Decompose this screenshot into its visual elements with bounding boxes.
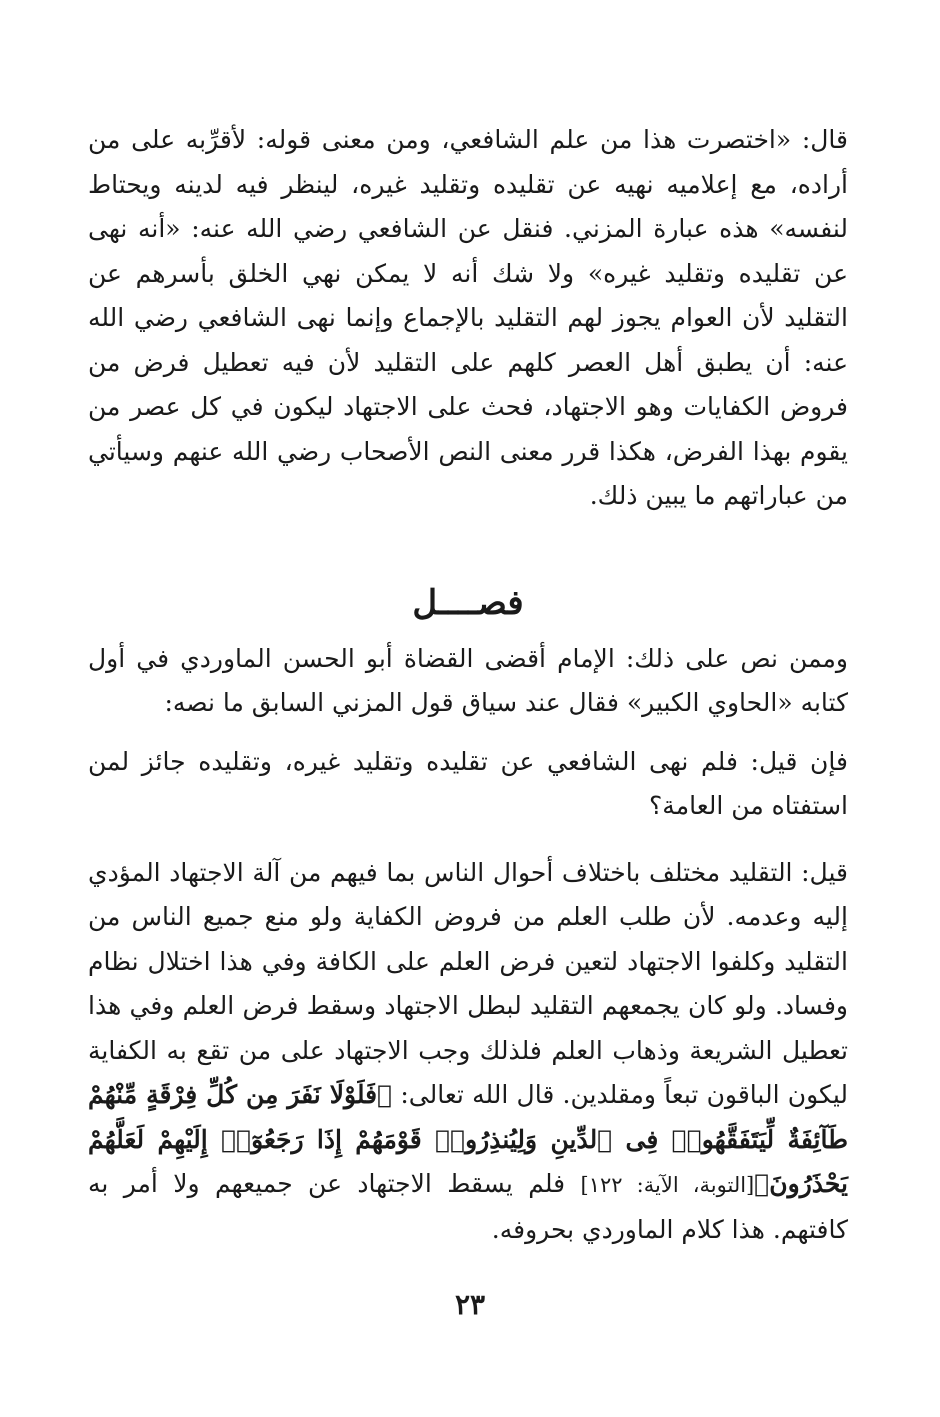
- paragraph-shafii-quote: قال: «اختصرت هذا من علم الشافعي، ومن معنى قوله: لأقرِّبه على من أراده، مع إعلاميه نهيه عن تقليده وتقليد غيره، لينظر فيه لدينه ويحتاط لنفسه» هذه عبارة المزني. فنقل عن الشافعي رضي الله عنه: «أنه نهى عن تقليده وتقليد غيره» ولا شك أنه لا يمكن نهي الخلق بأسرهم عن التقليد لأن العوام يجوز لهم التقليد بالإجماع وإنما نهى الشافعي رضي الله عنه: أن يطبق أهل العصر كلهم على التقليد لأن فيه تعطيل فرض من فروض الكفايات وهو الاجتهاد، فحث على الاجتهاد ليكون في كل عصر من يقوم بهذا الفرض، هكذا قرر معنى النص الأصحاب رضي الله عنهم وسيأتي من عباراتهم ما يبين ذلك.: [88, 125, 848, 510]
- answer-text-end: فلم يسقط الاجتهاد عن جميعهم ولا أمر به كافتهم. هذا كلام الماوردي بحروفه.: [88, 1169, 848, 1244]
- quran-verse: ﴿فَلَوْلَا نَفَرَ مِن كُلِّ فِرْقَةٍ مِّنْهُمْ طَآئِفَةٌ لِّيَتَفَقَّهُوا۟ فِى ٱلدِّينِ وَلِيُنذِرُوا۟ قَوْمَهُمْ إِذَا رَجَعُوٓا۟ إِلَيْهِمْ لَعَلَّهُمْ يَحْذَرُونَ﴾: [88, 1080, 848, 1198]
- answer-text-start: قيل: التقليد مختلف باختلاف أحوال الناس بما فيهم من آلة الاجتهاد المؤدي إليه وعدمه. لأن طلب العلم من فروض الكفاية ولو منع جميع الناس من التقليد وكلفوا الاجتهاد لتعين فرض العلم على الكافة وفي هذا اختلال نظام وفساد. ولو كان يجمعهم التقليد لبطل الاجتهاد وسقط فرض العلم وفي هذا تعطيل الشريعة وذهاب العلم فلذلك وجب الاجتهاد على من تقع به الكفاية ليكون الباقون تبعاً ومقلدين. قال الله تعالى:: [88, 857, 848, 1109]
- paragraph-answer: [88, 851, 848, 1253]
- paragraph-mawardi-intro: وممن نص على ذلك: الإمام أقضى القضاة أبو الحسن الماوردي في أول كتابه «الحاوي الكبير» فقال عند سياق قول المزني السابق ما نصه:: [88, 643, 848, 717]
- page-number: ٢٣: [454, 1288, 486, 1321]
- page-body: [88, 118, 848, 1252]
- paragraph-question: فإن قيل: فلم نهى الشافعي عن تقليده وتقليد غيره، وتقليده جائز لمن استفتاه من العامة؟: [88, 746, 848, 820]
- section-title: فصــــل: [412, 582, 524, 623]
- quran-reference: [التوبة، الآية: ١٢٢]: [580, 1173, 755, 1197]
